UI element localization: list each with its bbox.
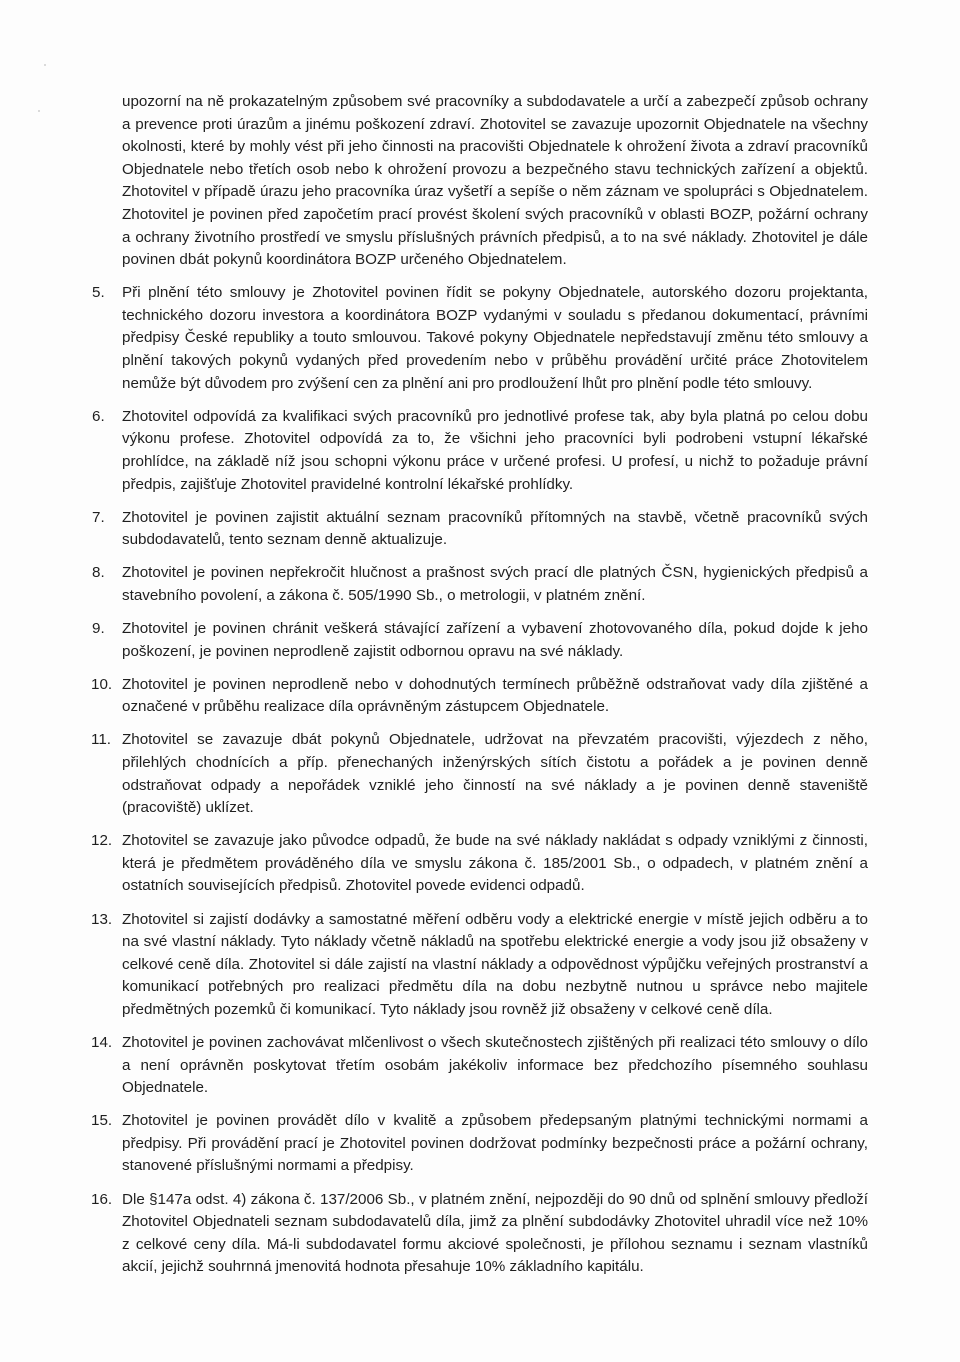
clause-number: 5. — [92, 284, 105, 302]
clause-list — [92, 282, 868, 1279]
clause-text: Zhotovitel je povinen zajistit aktuální seznam pracovníků přítomných na stavbě, včetně pracovníků svých subdodavatelů, tento seznam denně aktualizuje. — [122, 508, 868, 549]
clause-number: 15. — [91, 1112, 113, 1130]
clause-16 — [92, 1189, 868, 1279]
clause-number: 9. — [92, 619, 105, 637]
clause-text: Zhotovitel je povinen chránit veškerá stávající zařízení a vybavení zhotovovaného díla, pokud dojde k jeho poškození, je povinen neprodleně zajistit odbornou opravu na své náklady. — [122, 619, 868, 660]
clause-text: Zhotovitel si zajistí dodávky a samostatné měření odběru vody a elektrické energie v místě jejich odběru a to na své vlastní náklady. Tyto náklady včetně nákladů na spotřebu elektrické energie a vody jsou již obsaženy v celkové ceně díla. Zhotovitel si dále zajistí na vlastní náklady a odpovědnost výpůjčku veřejných prostranství a komunikací potřebných pro realizaci předmětu díla na dobu nezbytně nutnou u správce nebo majitele předmětných pozemků či komunikací. Tyto náklady jsou rovněž již obsaženy v celkové ceně díla. — [122, 910, 868, 1018]
clause-number: 6. — [92, 407, 105, 425]
clause-text: Zhotovitel je povinen nepřekročit hlučnost a prašnost svých prací dle platných ČSN, hygienických předpisů a stavebního povolení, a zákona č. 505/1990 Sb., o metrologii, v platném znění. — [122, 564, 868, 604]
clause-12 — [92, 830, 868, 898]
paragraph-text: upozorní na ně prokazatelným způsobem své pracovníky a subdodavatele a určí a zabezpečí způsob ochrany a prevence proti úrazům a jinému poškození zdraví. Zhotovitel se zavazuje upozornit Objednatele na všechny okolnosti, které by mohly vést při jeho činnosti na pracovišti Objednatele k ohrožení života a zdraví pracovníků Objednatele nebo třetích osob nebo k ohrožení provozu a bezpečného stavu technických zařízení a objektů. Zhotovitel v případě úrazu jeho pracovníka úraz vyšetří a sepíše o něm záznam ve spolupráci s Objednatelem. Zhotovitel je povinen před započetím prací provést školení svých pracovníků v oblasti BOZP, požární ochrany a ochrany životního prostředí ve smyslu příslušných právních předpisů, a to na své náklady. Zhotovitel je dále povinen dbát pokynů koordinátora BOZP určeného Objednatelem. — [122, 93, 868, 269]
clause-13 — [92, 909, 868, 1022]
clause-text: Zhotovitel je povinen neprodleně nebo v dohodnutých termínech průběžně odstraňovat vady díla zjištěné a označené v průběhu realizace díla oprávněným zástupcem Objednatele. — [122, 675, 868, 716]
clause-number: 10. — [91, 675, 113, 693]
clause-11 — [92, 729, 868, 819]
clause-number: 13. — [91, 910, 113, 928]
clause-number: 7. — [92, 508, 105, 526]
clause-number: 8. — [92, 564, 105, 582]
contract-text — [92, 91, 868, 1289]
scan-speck — [38, 110, 40, 112]
clause-text: Zhotovitel je povinen provádět dílo v kvalitě a způsobem předepsaným platnými technickými normami a předpisy. Při provádění prací je Zhotovitel povinen dodržovat podmínky bezpečnosti práce a požární ochrany, stanovené příslušnými normami a předpisy. — [122, 1112, 868, 1175]
clause-text: Při plnění této smlouvy je Zhotovitel povinen řídit se pokyny Objednatele, autorského dozoru projektanta, technického dozoru investora a koordinátora BOZP vydanými v souladu s předanou dokumentací, právními předpisy České republiky a touto smlouvou. Takové pokyny Objednatele nepředstavují změnu této smlouvy a plnění takových pokynů vydaných před provedením nebo v průběhu provádění určité práce Zhotovitelem nemůže být důvodem pro zvýšení cen za plnění ani pro prodloužení lhůt pro plnění podle této smlouvy. — [122, 284, 868, 392]
clause-text: Dle §147a odst. 4) zákona č. 137/2006 Sb., v platném znění, nejpozději do 90 dnů od splnění smlouvy předloží Zhotovitel Objednateli seznam subdodavatelů díla, jimž za plnění subdodávky Zhotovitel uhradil více než 10% z celkové ceny díla. Má-li subdodavatel formu akciové společnosti, je přílohou seznamu i seznam vlastníků akcií, jejichž souhrnná jmenovitá hodnota přesahuje 10% základního kapitálu. — [122, 1190, 868, 1276]
clause-8 — [92, 562, 868, 607]
clause-text: Zhotovitel je povinen zachovávat mlčenlivost o všech skutečnostech zjištěných při realizaci této smlouvy o dílo a není oprávněn poskytovat třetím osobám jakékoliv informace bez předchozího písemného souhlasu Objednatele. — [122, 1033, 868, 1097]
continued-paragraph — [92, 91, 868, 272]
clause-9 — [92, 618, 868, 663]
clause-number: 14. — [91, 1033, 113, 1051]
clause-number: 16. — [91, 1190, 113, 1208]
clause-5 — [92, 282, 868, 395]
clause-7 — [92, 507, 868, 552]
clause-text: Zhotovitel se zavazuje jako původce odpadů, že bude na své náklady nakládat s odpady vzniklými z činnosti, která je předmětem prováděného díla ve smyslu zákona č. 185/2001 Sb., o odpadech, v platném znění a ostatních souvisejících předpisů. Zhotovitel povede evidenci odpadů. — [122, 832, 868, 895]
clause-10 — [92, 674, 868, 719]
scan-speck — [44, 64, 46, 66]
clause-number: 11. — [91, 731, 111, 749]
clause-text: Zhotovitel odpovídá za kvalifikaci svých pracovníků pro jednotlivé profese tak, aby byla platná po celou dobu výkonu profese. Zhotovitel odpovídá za to, že všichni jeho pracovníci byli podrobeni vstupní lékařské prohlídce, na základě níž jsou schopni výkonu práce v určené profesi. U profesí, u nichž to požaduje právní předpis, zajišťuje Zhotovitel pravidelné kontrolní lékařské prohlídky. — [122, 407, 868, 493]
clause-14 — [92, 1032, 868, 1100]
clause-text: Zhotovitel se zavazuje dbát pokynů Objednatele, udržovat na převzatém pracovišti, výjezdech z něho, přilehlých chodnících a příp. přenechaných inženýrských sítích čistotu a pořádek a je povinen denně odstraňovat odpady a nepořádek vzniklé jeho činností na své náklady a je povinen denně staveniště (pracoviště) uklízet. — [122, 731, 868, 817]
clause-15 — [92, 1110, 868, 1178]
clause-6 — [92, 406, 868, 496]
clause-number: 12. — [91, 832, 113, 850]
